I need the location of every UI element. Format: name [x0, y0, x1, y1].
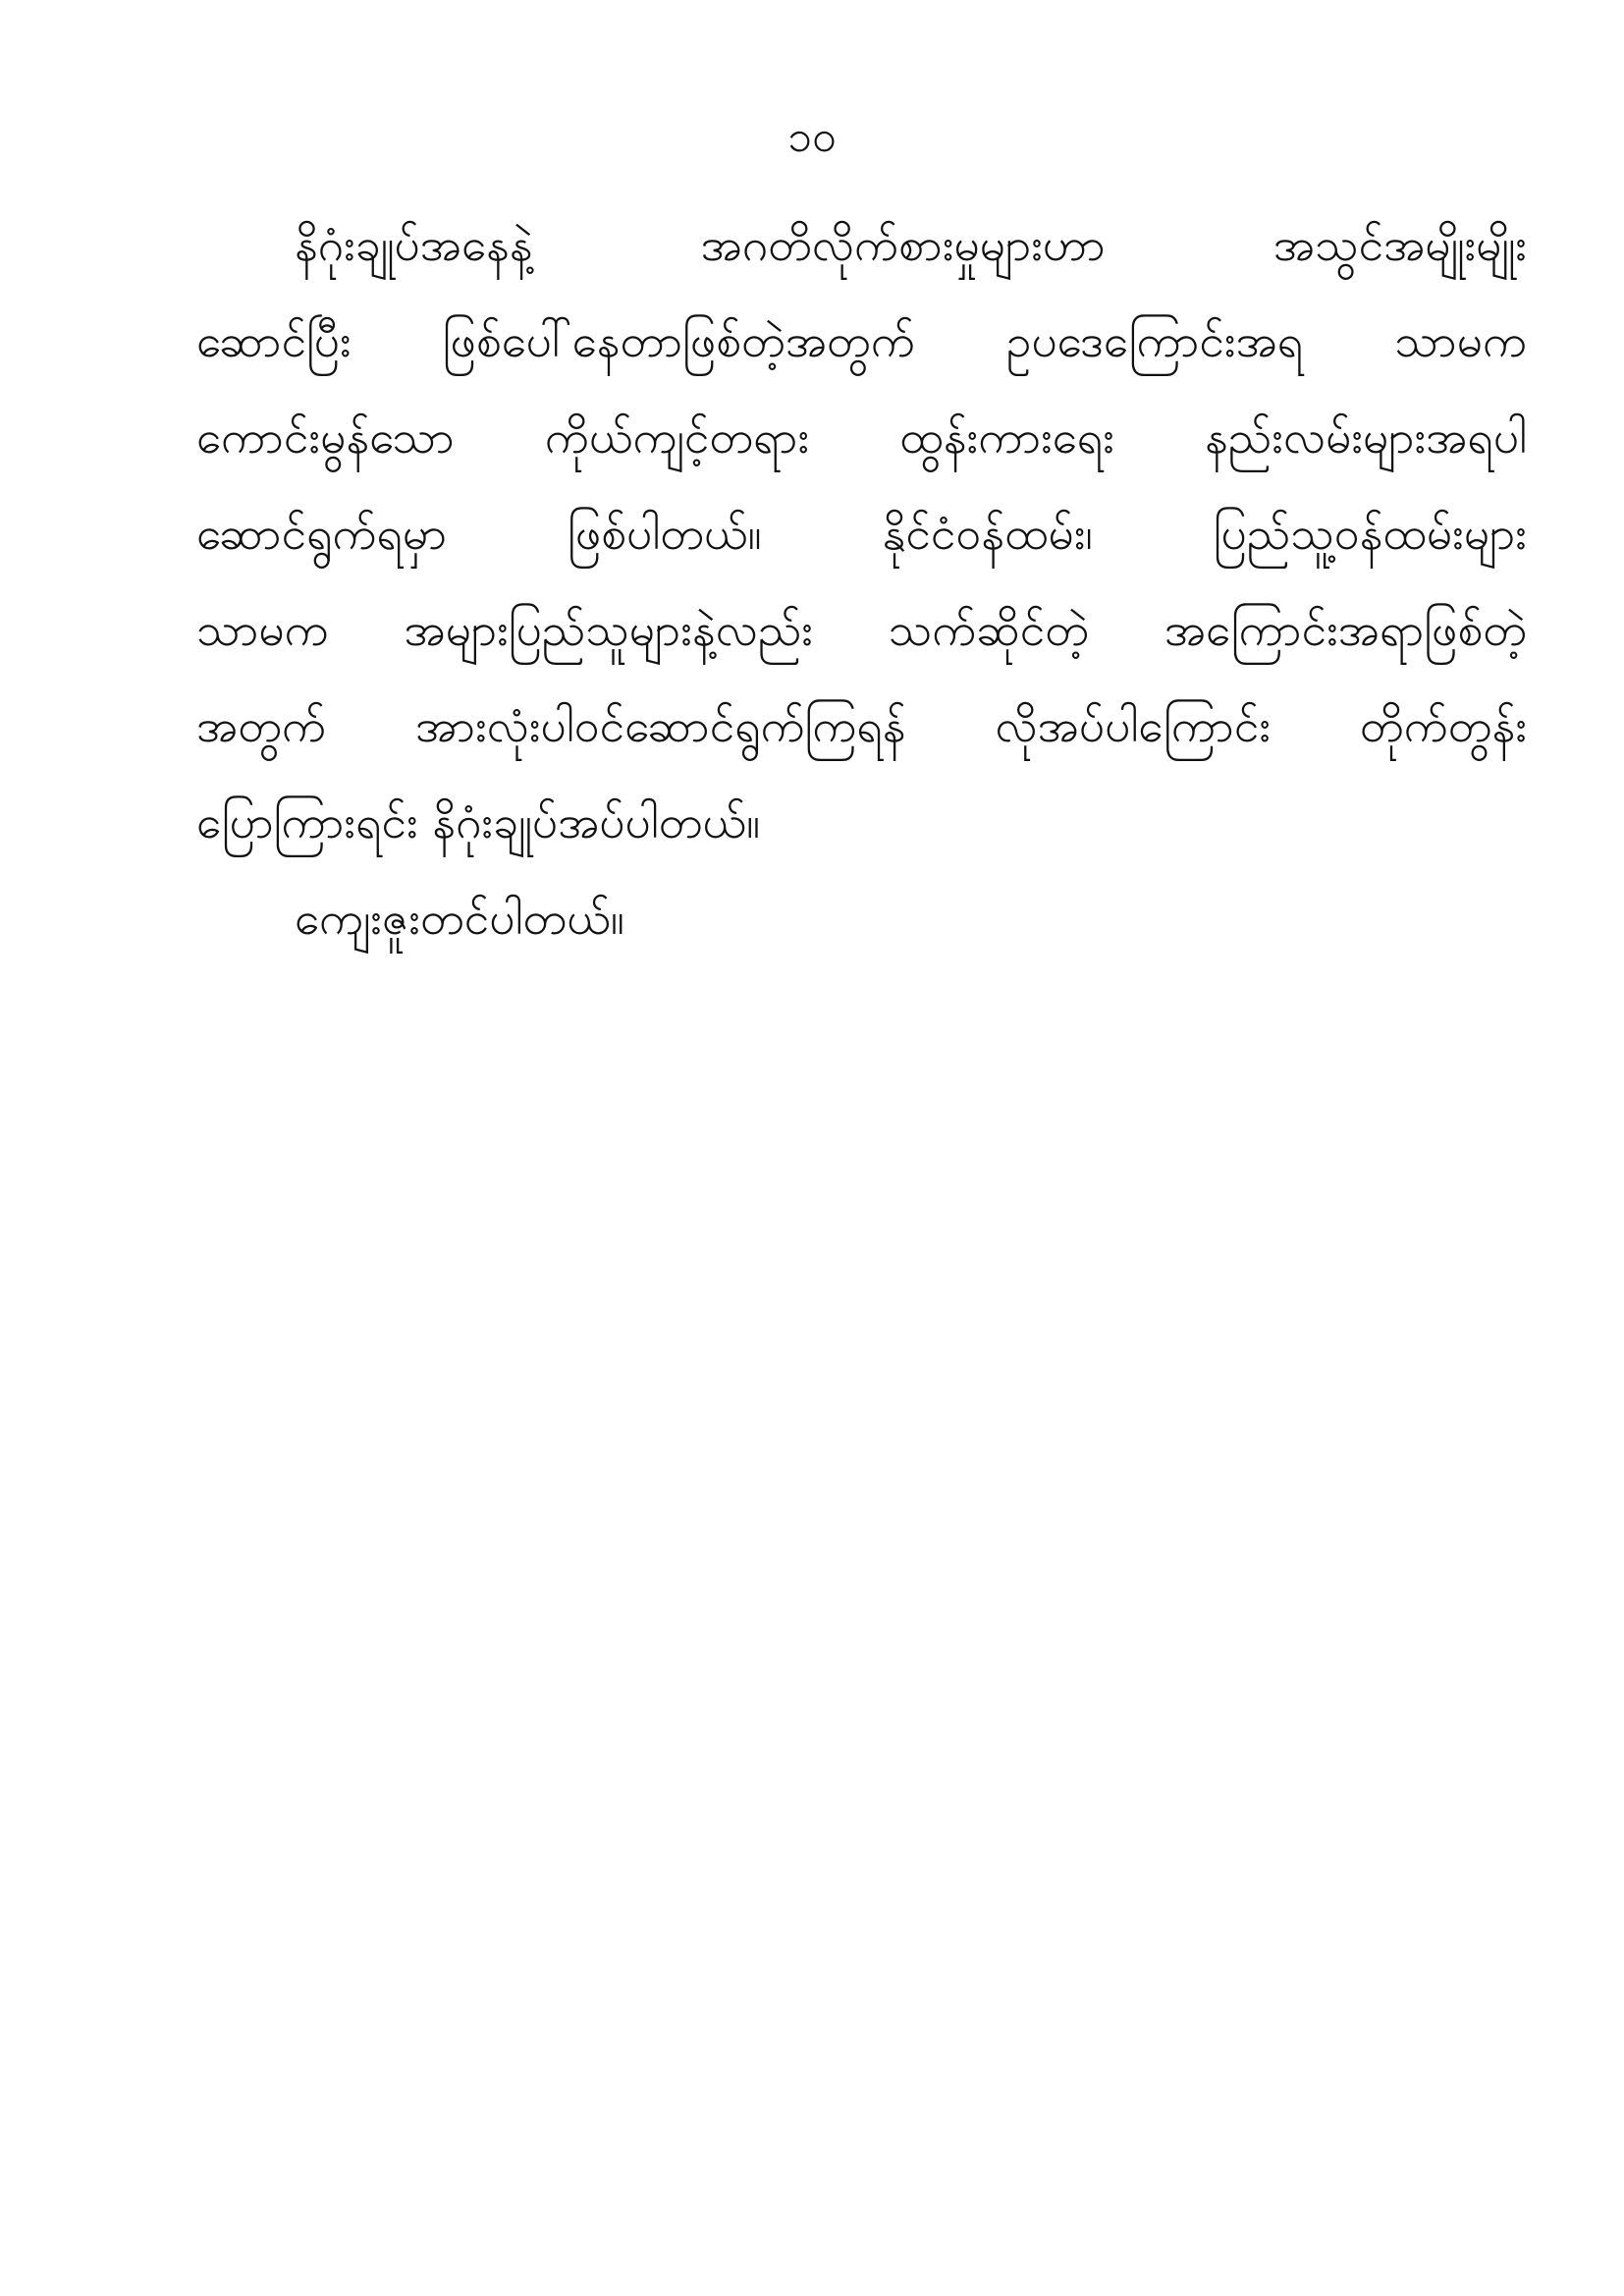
text-line: အတွက် အားလုံးပါ၀င်ဆောင်ရွက်ကြရန် လိုအပ်ပါကြောင်း တိုက်တွန်း: [196, 699, 1527, 752]
text-line: ကောင်းမွန်သော ကိုယ်ကျင့်တရား ထွန်းကားရေး နည်းလမ်းများအရပါ: [196, 410, 1527, 464]
text-line: နိဂုံးချုပ်အနေနဲ့ အဂတိလိုက်စားမှုများဟာ အသွင်အမျိုးမျိုး: [295, 218, 1527, 271]
page-number: ၁၀: [787, 112, 837, 162]
text-line: ဆောင်ရွက်ရမှာ ဖြစ်ပါတယ်။ နိုင်ငံ၀န်ထမ်း၊ ပြည်သူ့၀န်ထမ်းများ: [196, 507, 1527, 560]
text-line: ပြောကြားရင်း နိဂုံးချုပ်အပ်ပါတယ်။: [196, 795, 761, 848]
text-line: ကျေးဇူးတင်ပါတယ်။: [295, 892, 624, 945]
body-text: [196, 196, 1527, 966]
text-line: သာမက အများပြည်သူများနဲ့လည်း သက်ဆိုင်တဲ့ အကြောင်းအရာဖြစ်တဲ့: [196, 603, 1527, 656]
text-line: ဆောင်ပြီး ဖြစ်ပေါ်နေတာဖြစ်တဲ့အတွက် ဥပဒေကြောင်းအရ သာမက: [196, 314, 1527, 367]
